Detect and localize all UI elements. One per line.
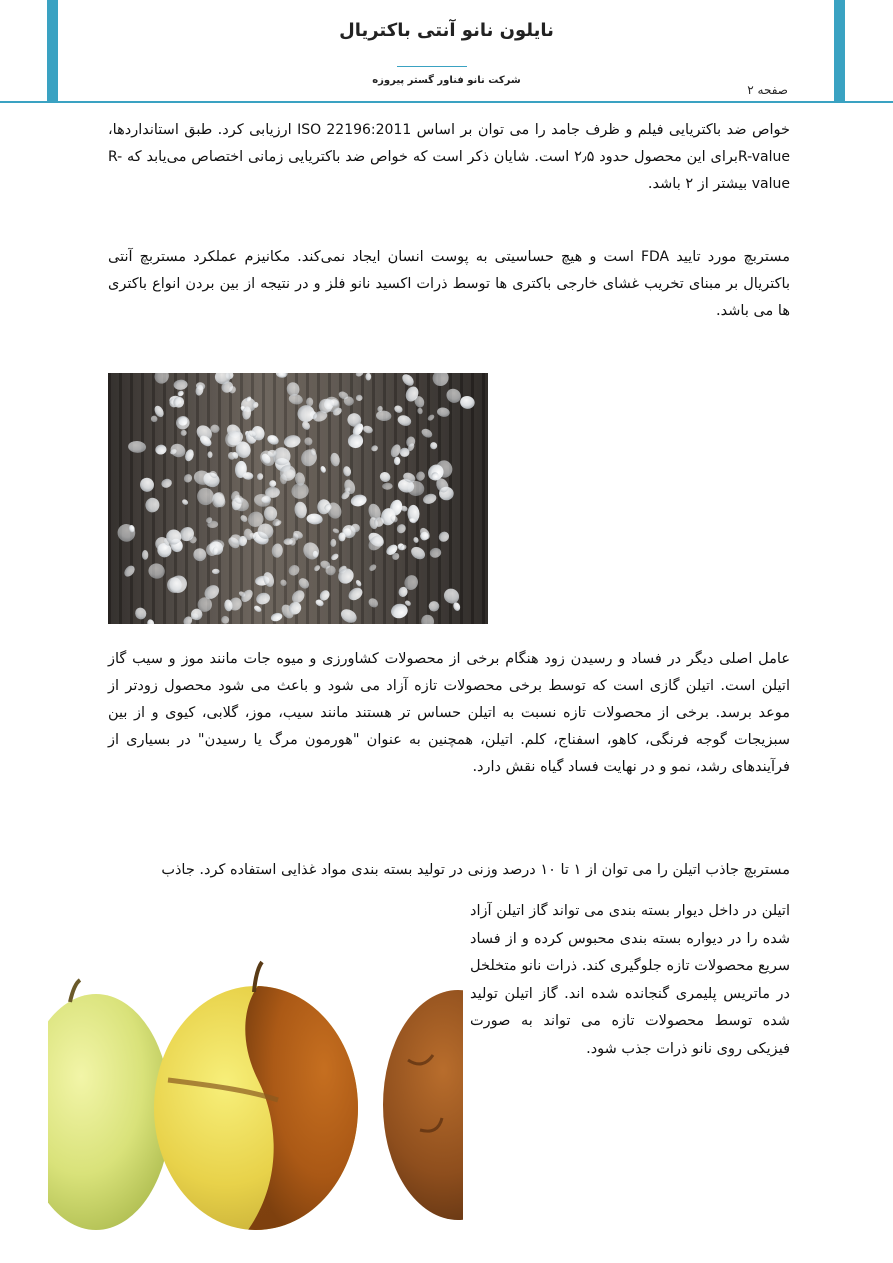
pellet bbox=[356, 395, 363, 402]
pellet bbox=[294, 501, 308, 519]
pellet bbox=[459, 395, 476, 410]
pellet bbox=[429, 601, 440, 611]
r-value-term: R-value bbox=[737, 149, 791, 165]
pellet bbox=[429, 441, 438, 450]
pellet bbox=[150, 415, 159, 423]
green-apple bbox=[48, 994, 171, 1230]
pellet bbox=[266, 433, 280, 446]
fda-term: FDA bbox=[640, 249, 670, 265]
pellet bbox=[173, 379, 188, 390]
pellet bbox=[160, 478, 173, 490]
text-span: برای این محصول حدود ۲٫۵ است. شایان ذکر است که خواص ضد باکتریایی زمانی اختصاص می‌یابد که bbox=[122, 149, 738, 165]
apples-ripening-image bbox=[48, 880, 463, 1240]
pellet bbox=[409, 544, 428, 561]
iso-standard: ISO 22196:2011 bbox=[297, 122, 412, 138]
pellet bbox=[155, 444, 167, 455]
r-value-term: R-value bbox=[108, 149, 790, 192]
pellet bbox=[298, 447, 319, 469]
pellet bbox=[270, 612, 284, 623]
pellet bbox=[212, 569, 220, 574]
pellet bbox=[137, 475, 157, 495]
pellets-illustration bbox=[108, 373, 488, 624]
pellet bbox=[313, 564, 321, 572]
pellet bbox=[365, 373, 371, 381]
pellet bbox=[378, 470, 392, 484]
pellet bbox=[279, 578, 288, 587]
pellet bbox=[400, 373, 416, 388]
pellet bbox=[262, 571, 276, 589]
pellet bbox=[147, 562, 167, 581]
rotten-apple bbox=[383, 990, 463, 1220]
pellet bbox=[253, 604, 263, 613]
pellet bbox=[335, 565, 357, 587]
pellet bbox=[320, 465, 327, 473]
pellet bbox=[342, 466, 352, 478]
pellet bbox=[191, 546, 209, 564]
pellet bbox=[370, 444, 379, 452]
pellet bbox=[146, 619, 155, 624]
pellet bbox=[422, 492, 438, 505]
pellet bbox=[355, 579, 363, 587]
pellet bbox=[144, 496, 161, 513]
pellet bbox=[350, 493, 368, 507]
pellet bbox=[306, 513, 323, 525]
header-right-bar bbox=[834, 0, 845, 103]
pellet bbox=[182, 472, 193, 484]
pellet bbox=[396, 414, 412, 428]
paragraph-antibacterial-properties bbox=[108, 117, 790, 198]
paragraph-mechanism bbox=[108, 244, 790, 325]
pellet bbox=[338, 532, 345, 541]
pellet bbox=[414, 470, 426, 482]
pellet bbox=[417, 407, 423, 414]
pellet bbox=[177, 390, 185, 398]
pellet bbox=[256, 473, 264, 481]
pellet bbox=[346, 585, 365, 603]
paragraph-absorber-usage: مستربچ جاذب اتیلن را می توان از ۱ تا ۱۰ درصد وزنی در تولید بسته بندی مواد غذایی استفاده کرد. جاذب bbox=[161, 862, 790, 878]
pellet bbox=[294, 402, 318, 426]
pellet bbox=[283, 434, 302, 449]
pellet bbox=[255, 591, 272, 606]
page-number: صفحه ۲ bbox=[747, 83, 788, 97]
pellet bbox=[329, 452, 340, 467]
pellet bbox=[300, 539, 322, 562]
pellet bbox=[405, 435, 417, 448]
pellet bbox=[239, 514, 249, 524]
pellet bbox=[382, 483, 393, 490]
pellet bbox=[207, 451, 212, 458]
page-title: نایلون نانو آنتی باکتریال bbox=[339, 20, 554, 41]
apples-illustration bbox=[48, 880, 463, 1240]
pellet bbox=[394, 457, 401, 466]
pellet bbox=[142, 550, 149, 560]
text-span: مستربچ مورد تایید bbox=[669, 249, 790, 265]
pellet bbox=[376, 410, 392, 422]
pellet bbox=[367, 596, 380, 609]
pellet bbox=[290, 481, 311, 500]
pellet bbox=[297, 576, 312, 591]
pellet bbox=[286, 563, 301, 578]
pellet bbox=[437, 530, 451, 544]
header-left-bar bbox=[47, 0, 58, 103]
pellet bbox=[429, 373, 452, 389]
pellet bbox=[412, 536, 419, 544]
pellet bbox=[330, 552, 340, 561]
pellet bbox=[330, 539, 336, 547]
pellet bbox=[420, 614, 435, 624]
pellet bbox=[355, 373, 365, 378]
paragraph-absorber-mechanism: اتیلن در داخل دیوار بسته بندی می تواند گاز اتیلن آزاد شده را در دیواره بسته بندی محبوس کرده و از فساد سریع محصولات تازه جلوگیری کند. ذرات نانو متخلخل در ماتریس پلیمری گنجانده شده اند. گاز اتیلن تولید شده توسط محصولات تازه می تواند به صورت فیزیکی روی نانو ذرات جذب شود. bbox=[470, 903, 790, 1057]
pellet bbox=[114, 520, 139, 545]
pellet bbox=[168, 441, 187, 459]
pellet bbox=[429, 547, 442, 559]
pellet bbox=[195, 486, 215, 507]
pellet bbox=[271, 543, 283, 558]
pellet bbox=[368, 563, 378, 572]
pellet bbox=[128, 440, 147, 453]
pellet bbox=[181, 498, 189, 506]
text-span: بیشتر از ۲ باشد. bbox=[647, 176, 752, 192]
title-underline bbox=[397, 66, 467, 67]
paragraph-ethylene: عامل اصلی دیگر در فساد و رسیدن زود هنگام برخی از محصولات کشاورزی و میوه جات مانند موز و سیب گاز اتیلن است. اتیلن گازی است که توسط برخی محصولات تازه آزاد می شود و باعث می شود محصول زودتر از موعد برسد. برخی از محصولات تازه نسبت به اتیلن حساس تر هستند مانند سیب، موز، گلابی، کیوی و از بین سبزیجات گوجه فرنگی، کاهو، اسفناج، کلم. اتیلن، همچنین به عنوان "هورمون مرگ یا رسیدن" در بسیاری از فرآیندهای رشد، نمو و در نهایت فساد گیاه نقش دارد. bbox=[108, 651, 790, 775]
text-span: خواص ضد باکتریایی فیلم و ظرف جامد را می توان بر اساس bbox=[411, 122, 790, 138]
pellet bbox=[269, 480, 277, 488]
pellet bbox=[220, 615, 231, 624]
pellet bbox=[395, 522, 408, 535]
company-name: شرکت نانو فناور گستر پیروزه bbox=[372, 75, 521, 86]
pellet bbox=[180, 429, 188, 437]
pellet bbox=[174, 413, 193, 431]
pellet bbox=[303, 436, 314, 447]
pellet bbox=[152, 373, 171, 386]
pellet bbox=[436, 407, 450, 418]
pellet bbox=[122, 564, 137, 579]
text-span: ارزیابی کرد. طبق استانداردها، bbox=[108, 122, 298, 138]
pellet bbox=[393, 404, 404, 414]
pellet bbox=[420, 427, 434, 439]
pellet bbox=[133, 606, 148, 621]
header-divider bbox=[0, 101, 893, 103]
pellet bbox=[332, 528, 340, 535]
pellet bbox=[362, 424, 374, 434]
plastic-pellets-image bbox=[108, 373, 488, 624]
pellet bbox=[441, 586, 462, 607]
text-span: است و هیچ حساسیتی به پوست انسان ایجاد نمی‌کند. مکانیزم عملکرد مستربچ آنتی باکتریال بر مبنای تخریب غشای خارجی باکتری ها توسط ذرات اکسید نانو فلز و در نتیجه از بین بردن انواع باکتری ها می باشد. bbox=[108, 249, 790, 319]
pellet bbox=[338, 606, 359, 624]
pellet bbox=[427, 413, 436, 421]
